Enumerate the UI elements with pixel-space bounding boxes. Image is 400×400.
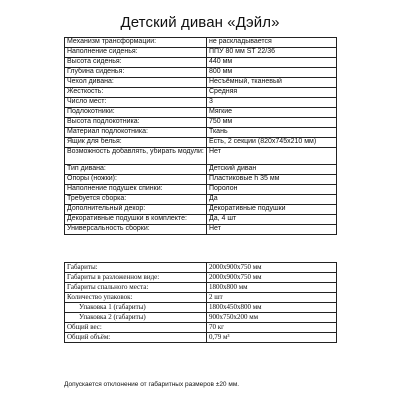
spec-value: Пластиковые h 35 мм <box>207 175 337 185</box>
spec-label: Механизм трансформации: <box>65 38 207 48</box>
spec-label: Возможность добавлять, убирать модули: <box>65 148 207 165</box>
table-row <box>65 38 337 48</box>
spec-label: Тип дивана: <box>65 165 207 175</box>
spec-value: Есть, 2 секции (820х745х210 мм) <box>207 138 337 148</box>
spec-value: Ткань <box>207 128 337 138</box>
dim-label: Габариты спального места: <box>65 283 207 293</box>
spec-label: Дополнительный декор: <box>65 205 207 215</box>
dimensions-table <box>64 262 337 343</box>
spec-label: Наполнение сиденья: <box>65 48 207 58</box>
spec-value: 750 мм <box>207 118 337 128</box>
spec-value: 3 <box>207 98 337 108</box>
dim-value: 2000х900х750 мм <box>207 273 337 283</box>
table-row <box>65 68 337 78</box>
table-row <box>65 58 337 68</box>
spec-value: 800 мм <box>207 68 337 78</box>
table-row <box>65 118 337 128</box>
table-row <box>65 48 337 58</box>
table-row <box>65 185 337 195</box>
table-row <box>65 98 337 108</box>
specs-table <box>64 37 337 235</box>
spec-label: Наполнение подушек спинки: <box>65 185 207 195</box>
table-row <box>65 148 337 165</box>
spec-label: Ящик для белья: <box>65 138 207 148</box>
table-row <box>65 293 337 303</box>
dim-label: Общий объём: <box>65 333 207 343</box>
spec-label: Материал подлокотника: <box>65 128 207 138</box>
spec-label: Подлокотники: <box>65 108 207 118</box>
spec-label: Декоративные подушки в комплекте: <box>65 215 207 225</box>
spec-label: Чехол дивана: <box>65 78 207 88</box>
table-row <box>65 215 337 225</box>
spec-value: Детский диван <box>207 165 337 175</box>
spec-value: Декоративные подушки <box>207 205 337 215</box>
spec-value: Нет <box>207 148 337 165</box>
dim-value: 0,79 м³ <box>207 333 337 343</box>
spec-value: Да, 4 шт <box>207 215 337 225</box>
spec-value: Несъёмный, тканевый <box>207 78 337 88</box>
page-title: Детский диван «Дэйл» <box>120 14 280 31</box>
spec-value: Средняя <box>207 88 337 98</box>
spec-value: Да <box>207 195 337 205</box>
spec-value: не раскладывается <box>207 38 337 48</box>
dim-label: Габариты: <box>65 263 207 273</box>
dim-label: Упаковка 2 (габариты) <box>65 313 207 323</box>
spec-label: Универсальность сборки: <box>65 225 207 235</box>
table-row <box>65 333 337 343</box>
table-row <box>65 303 337 313</box>
table-row <box>65 78 337 88</box>
dim-value: 2000х900х750 мм <box>207 263 337 273</box>
spec-label: Опоры (ножки): <box>65 175 207 185</box>
spec-value: 440 мм <box>207 58 337 68</box>
dim-label: Количество упаковок: <box>65 293 207 303</box>
spec-label: Высота подлокотника: <box>65 118 207 128</box>
dim-label: Габариты в разложенном виде: <box>65 273 207 283</box>
table-row <box>65 128 337 138</box>
table-row <box>65 88 337 98</box>
spec-label: Высота сиденья: <box>65 58 207 68</box>
spec-label: Требуется сборка: <box>65 195 207 205</box>
table-row <box>65 225 337 235</box>
table-row <box>65 138 337 148</box>
spec-value: Поролон <box>207 185 337 195</box>
table-row <box>65 323 337 333</box>
table-row <box>65 313 337 323</box>
dim-label: Упаковка 1 (габариты) <box>65 303 207 313</box>
dim-value: 1800х450х800 мм <box>207 303 337 313</box>
spec-label: Глубина сиденья: <box>65 68 207 78</box>
tolerance-note: Допускается отклонение от габаритных размеров ±20 мм. <box>64 381 240 388</box>
table-row <box>65 283 337 293</box>
table-row <box>65 263 337 273</box>
table-row <box>65 165 337 175</box>
dim-value: 900х750х200 мм <box>207 313 337 323</box>
dim-value: 2 шт <box>207 293 337 303</box>
dim-value: 70 кг <box>207 323 337 333</box>
table-row <box>65 108 337 118</box>
spec-value: ППУ 80 мм ST 22/36 <box>207 48 337 58</box>
spec-label: Число мест: <box>65 98 207 108</box>
dim-label: Общий вес: <box>65 323 207 333</box>
dim-value: 1800х800 мм <box>207 283 337 293</box>
table-row <box>65 195 337 205</box>
spec-value: Нет <box>207 225 337 235</box>
spec-label: Жесткость: <box>65 88 207 98</box>
table-row <box>65 175 337 185</box>
table-row <box>65 273 337 283</box>
table-row <box>65 205 337 215</box>
spec-value: Мягкие <box>207 108 337 118</box>
